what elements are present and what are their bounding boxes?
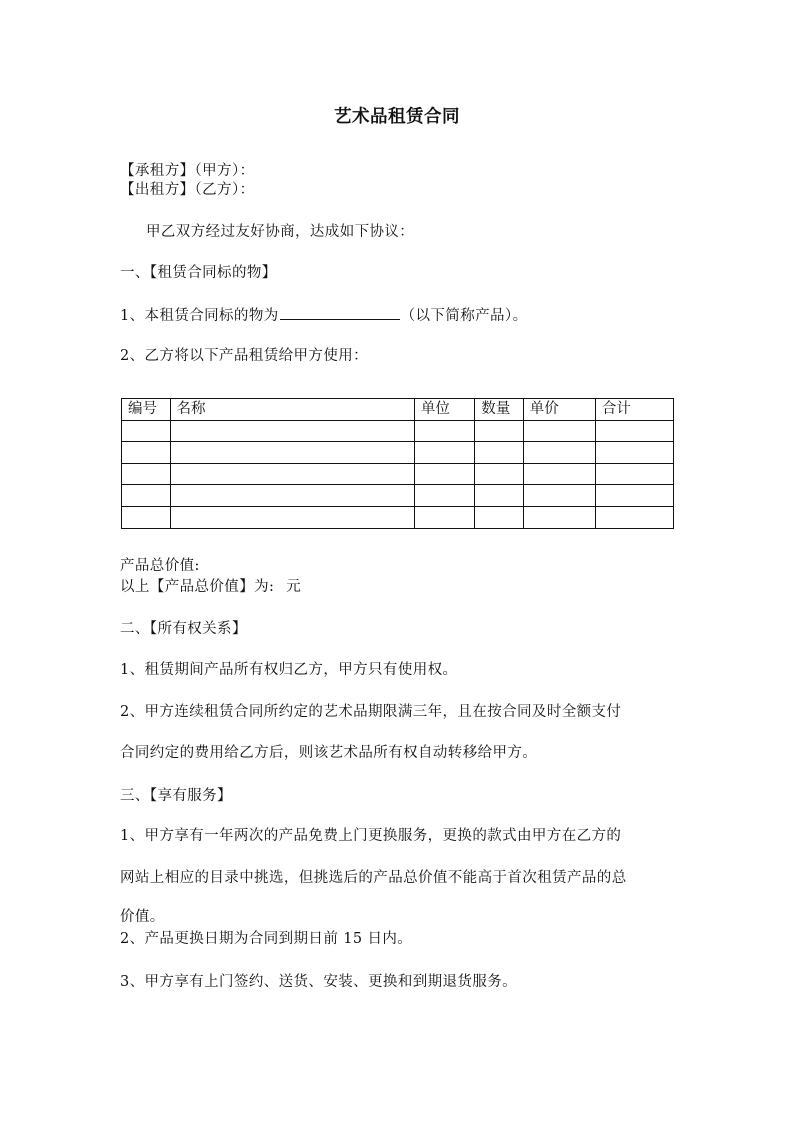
header-total: 合计 [595, 399, 673, 421]
table-cell[interactable] [122, 442, 171, 464]
section3-item3: 3、甲方享有上门签约、送货、安装、更换和到期退货服务。 [120, 974, 518, 990]
section1-item1 [120, 305, 527, 326]
section3-item1-line3: 价值。 [120, 909, 165, 925]
section2-heading: 二、【所有权关系】 [120, 621, 247, 637]
section3-heading: 三、【享有服务】 [120, 788, 232, 804]
total-value-line [120, 577, 301, 597]
table-row [122, 420, 674, 442]
table-cell[interactable] [523, 463, 595, 485]
item1-prefix: 1、本租赁合同标的物为 [120, 308, 279, 324]
table-cell[interactable] [595, 463, 673, 485]
table-row [122, 506, 674, 528]
header-name: 名称 [170, 399, 414, 421]
table-cell[interactable] [122, 420, 171, 442]
table-cell[interactable] [170, 442, 414, 464]
intro-paragraph: 甲乙双方经过友好协商，达成如下协议： [146, 224, 415, 240]
section2-item1: 1、租赁期间产品所有权归乙方，甲方只有使用权。 [120, 662, 458, 678]
header-id: 编号 [122, 399, 171, 421]
total-value-label: 产品总价值: [120, 558, 200, 574]
table-cell[interactable] [170, 506, 414, 528]
section3-item1-line2: 网站上相应的目录中挑选，但挑选后的产品总价值不能高于首次租赁产品的总 [120, 870, 627, 886]
table-cell[interactable] [170, 463, 414, 485]
table-cell[interactable] [475, 463, 524, 485]
header-unit: 单位 [414, 399, 474, 421]
table-row [122, 463, 674, 485]
table-cell[interactable] [414, 420, 474, 442]
table-cell[interactable] [414, 442, 474, 464]
table-cell[interactable] [414, 506, 474, 528]
subject-blank-field[interactable] [280, 305, 400, 320]
section3-item2: 2、产品更换日期为合同到期日前 15 日内。 [120, 931, 413, 947]
document-title: 艺术品租赁合同 [334, 107, 460, 127]
table-cell[interactable] [523, 506, 595, 528]
section3-item1-line1: 1、甲方享有一年两次的产品免费上门更换服务，更换的款式由甲方在乙方的 [120, 828, 622, 844]
table-cell[interactable] [475, 485, 524, 507]
table-cell[interactable] [170, 485, 414, 507]
table-cell[interactable] [414, 485, 474, 507]
total-value-prefix: 以上【产品总价值】为: [120, 579, 275, 595]
table-cell[interactable] [595, 442, 673, 464]
table-cell[interactable] [475, 420, 524, 442]
table-header-row [122, 399, 674, 421]
lessor-line: 【出租方】（乙方）： [120, 182, 255, 198]
table-cell[interactable] [170, 420, 414, 442]
section1-item2: 2、乙方将以下产品租赁给甲方使用： [120, 348, 369, 364]
table-cell[interactable] [523, 420, 595, 442]
table-cell[interactable] [122, 463, 171, 485]
currency-unit: 元 [286, 579, 302, 595]
table-cell[interactable] [475, 506, 524, 528]
table-row [122, 485, 674, 507]
header-unit-price: 单价 [523, 399, 595, 421]
table-cell[interactable] [595, 506, 673, 528]
section2-item2-line2: 合同约定的费用给乙方后，则该艺术品所有权自动转移给甲方。 [120, 745, 538, 761]
table-cell[interactable] [523, 485, 595, 507]
table-cell[interactable] [475, 442, 524, 464]
table-cell[interactable] [414, 463, 474, 485]
table-cell[interactable] [122, 485, 171, 507]
table-cell[interactable] [595, 485, 673, 507]
header-quantity: 数量 [475, 399, 524, 421]
table-cell[interactable] [595, 420, 673, 442]
lessee-line: 【承租方】（甲方）： [120, 163, 255, 179]
section1-heading: 一、【租赁合同标的物】 [120, 265, 277, 281]
section2-item2-line1: 2、甲方连续租赁合同所约定的艺术品期限满三年，且在按合同及时全额支付 [120, 704, 622, 720]
item1-suffix: （以下简称产品）。 [400, 308, 528, 324]
table-cell[interactable] [523, 442, 595, 464]
table-cell[interactable] [122, 506, 171, 528]
table-row [122, 442, 674, 464]
products-table [121, 398, 674, 529]
